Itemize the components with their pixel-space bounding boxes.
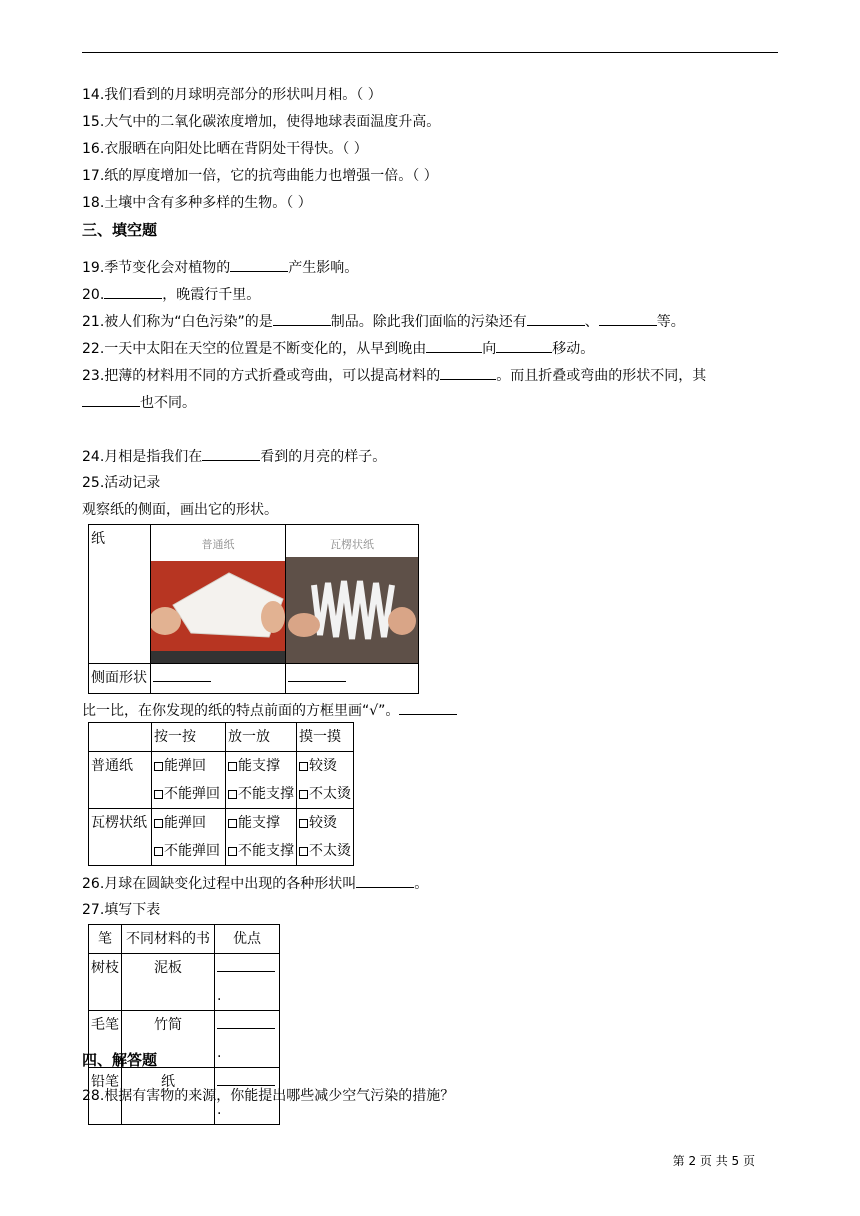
header-advantage: 优点 — [215, 925, 280, 954]
question-25: 25.活动记录 — [82, 475, 161, 491]
checkbox-option[interactable]: 不能支撑 — [228, 837, 294, 865]
row-label-paper: 纸 — [89, 525, 151, 664]
row-label: 瓦楞状纸 — [89, 809, 152, 866]
material-name: 纸 — [122, 1068, 215, 1125]
answer-blank[interactable] — [599, 311, 657, 326]
header-material: 不同材料的书 — [122, 925, 215, 954]
side-shape-answer-plain[interactable] — [151, 664, 286, 694]
checkbox-option[interactable]: 较烫 — [299, 752, 351, 780]
question-21: 21.被人们称为“白色污染”的是 制品。除此我们面临的污染还有 、 等。 — [82, 311, 685, 332]
header-pen: 笔 — [89, 925, 122, 954]
question-19: 19.季节变化会对植物的 产生影响。 — [82, 257, 358, 278]
advantage-answer[interactable]: . — [215, 1068, 280, 1125]
question-25-intro: 观察纸的侧面，画出它的形状。 — [82, 502, 278, 518]
question-22: 22.一天中太阳在天空的位置是不断变化的，从早到晚由 向 移动。 — [82, 338, 594, 359]
checkbox-option[interactable]: 不太烫 — [299, 837, 351, 865]
question-16: 16.衣服晒在向阳处比晒在背阴处干得快。（ ） — [82, 141, 368, 157]
plain-paper-illustration — [151, 525, 285, 663]
material-name: 竹简 — [122, 1011, 215, 1068]
side-shape-answer-corrugated[interactable] — [286, 664, 419, 694]
photo-corrugated-paper: 瓦楞状纸 — [286, 525, 419, 664]
answer-blank[interactable] — [356, 873, 414, 888]
answer-blank[interactable] — [202, 446, 260, 461]
pen-name: 铅笔 — [89, 1068, 122, 1125]
answer-blank[interactable] — [82, 392, 140, 407]
question-27: 27.填写下表 — [82, 902, 161, 918]
advantage-answer[interactable]: . — [215, 1011, 280, 1068]
page-footer: 第 2 页 共 5 页 — [672, 1154, 755, 1168]
checkbox-option[interactable]: 不能弹回 — [154, 837, 223, 865]
header-rule — [82, 52, 778, 53]
section-fill-blank: 三、填空题 — [82, 221, 158, 239]
question-17: 17.纸的厚度增加一倍，它的抗弯曲能力也增强一倍。（ ） — [82, 168, 438, 184]
checkbox-option[interactable]: 能弹回 — [154, 752, 223, 780]
pen-name: 毛笔 — [89, 1011, 122, 1068]
checkbox-option[interactable]: 不能支撑 — [228, 780, 294, 808]
question-15: 15.大气中的二氧化碳浓度增加，使得地球表面温度升高。 — [82, 114, 441, 130]
pen-name: 树枝 — [89, 954, 122, 1011]
checkbox-option[interactable]: 较烫 — [299, 809, 351, 837]
answer-blank[interactable] — [496, 338, 552, 353]
section-answer: 四、解答题 — [82, 1051, 158, 1069]
answer-blank[interactable] — [440, 365, 496, 380]
material-name: 泥板 — [122, 954, 215, 1011]
question-26: 26.月球在圆缺变化过程中出现的各种形状叫 。 — [82, 873, 428, 894]
paper-feature-table — [88, 722, 354, 866]
question-14: 14.我们看到的月球明亮部分的形状叫月相。（ ） — [82, 87, 382, 103]
checkbox-option[interactable]: 不能弹回 — [154, 780, 223, 808]
question-23-continued: 也不同。 — [82, 392, 196, 413]
side-shape-label: 侧面形状 — [89, 664, 151, 694]
answer-blank[interactable] — [230, 257, 288, 272]
row-label: 普通纸 — [89, 752, 152, 809]
question-23: 23.把薄的材料用不同的方式折叠或弯曲，可以提高材料的 。而且折叠或弯曲的形状不同，其 — [82, 365, 706, 386]
photo-plain-paper: 普通纸 — [151, 525, 286, 664]
checkbox-option[interactable]: 能支撑 — [228, 809, 294, 837]
header-place: 放一放 — [226, 723, 297, 752]
answer-blank[interactable] — [399, 700, 457, 715]
checkbox-option[interactable]: 能支撑 — [228, 752, 294, 780]
advantage-answer[interactable]: . — [215, 954, 280, 1011]
question-25-compare: 比一比，在你发现的纸的特点前面的方框里画“√”。 — [82, 700, 457, 721]
question-20: 20. ，晚霞行千里。 — [82, 284, 260, 305]
question-28: 28.根据有害物的来源，你能提出哪些减少空气污染的措施？ — [82, 1088, 455, 1104]
header-press: 按一按 — [152, 723, 226, 752]
checkbox-option[interactable]: 不太烫 — [299, 780, 351, 808]
paper-side-table — [88, 524, 419, 694]
header-touch: 摸一摸 — [297, 723, 354, 752]
question-24: 24.月相是指我们在 看到的月亮的样子。 — [82, 446, 386, 467]
checkbox-option[interactable]: 能弹回 — [154, 809, 223, 837]
answer-blank[interactable] — [527, 311, 585, 326]
answer-blank[interactable] — [104, 284, 162, 299]
question-18: 18.土壤中含有多种多样的生物。（ ） — [82, 195, 312, 211]
answer-blank[interactable] — [273, 311, 331, 326]
corrugated-paper-illustration — [286, 525, 418, 663]
answer-blank[interactable] — [426, 338, 482, 353]
